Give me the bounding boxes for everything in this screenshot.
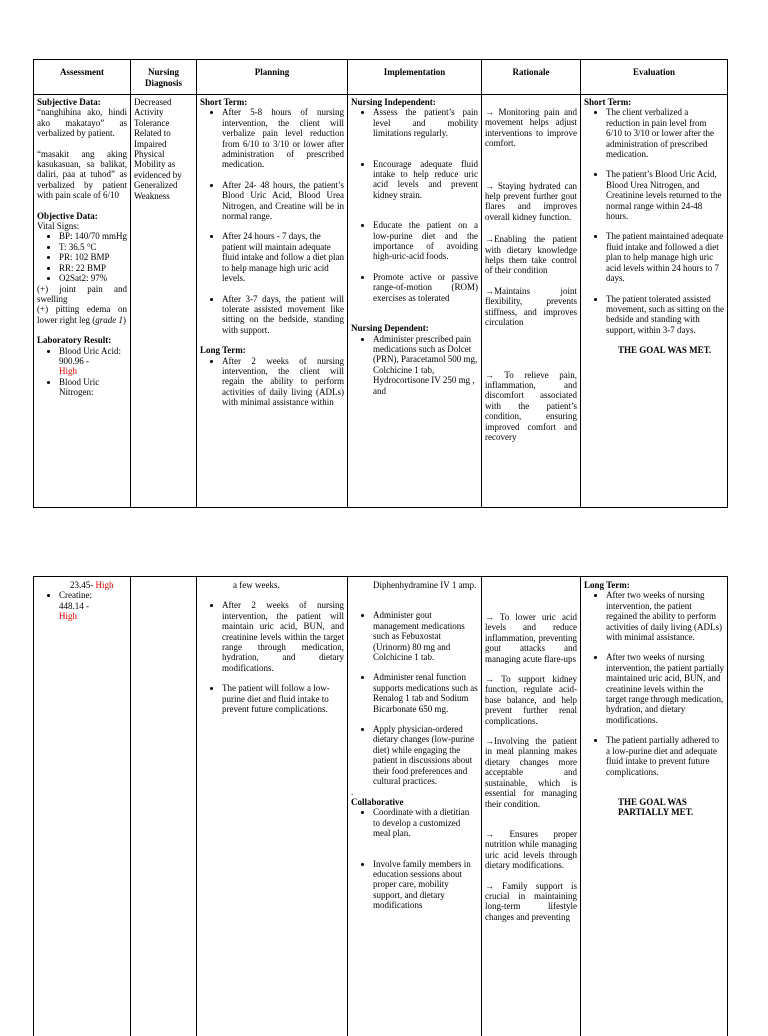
intervention-item: • Encourage adequate fluid intake to help reduce uric acid levels and prevent kidney strain.: [373, 159, 478, 201]
vital-sign-o2sat: • O2Sat2: 97%: [59, 273, 127, 283]
planning-cell-continued: [197, 577, 348, 1036]
subjective-data-title: Subjective Data:: [37, 97, 101, 107]
intervention-item: • Administer renal function supports medications such as Renalog 1 tab and Sodium Bicarbonate 650 mg.: [373, 672, 478, 714]
evaluation-item: • The patient maintained adequate fluid intake and followed a diet plan to help manage high uric acid levels within 24 hours to 7 days.: [606, 231, 724, 283]
assessment-cell-continued: [34, 577, 131, 1036]
nursing-diagnosis-text: Decreased Activity Tolerance Related to Impaired Physical Mobility as evidenced by Generalized Weakness: [134, 97, 182, 201]
evaluation-long-term-title: Long Term:: [584, 580, 630, 590]
rationale-item: → Ensures proper nutrition while managing uric acid levels through dietary modifications.: [485, 828, 577, 871]
header-evaluation: Evaluation: [632, 67, 675, 77]
subjective-statement-2: “masakit ang aking kasukasuan, sa balikat, daliri, paa at tuhod” as verbalized by patient with pain scale of 6/10: [37, 148, 127, 201]
dependent-interventions-list: [351, 334, 478, 396]
evaluation-item: • The client verbalized a reduction in pain level from 6/10 to 3/10 or lower after the administration of prescribed medication.: [606, 107, 724, 159]
intervention-item: • Involve family members in education sessions about proper care, mobility support, and dietary modifications: [373, 859, 478, 911]
planning-cell: [197, 94, 348, 507]
rationale-item: → To support kidney function, regulate acid-base balance, and help prevent further renal complications.: [485, 674, 577, 726]
header-rationale: Rationale: [482, 60, 581, 94]
implementation-cell: [348, 94, 482, 507]
lab-bun-value: 23.45- High: [70, 580, 114, 590]
care-plan-table-page-1: [33, 59, 728, 508]
rationale-item: → To lower uric acid levels and reduce inflammation, preventing gout attacks and managing acute flare-ups: [485, 612, 577, 664]
dependent-interventions-list-continued: [351, 610, 478, 786]
planning-short-term-list: [200, 107, 344, 335]
rationale-item: → Staying hydrated can help prevent further gout flares and improves overall kidney function.: [485, 180, 577, 222]
subjective-statement-1: “nanghihina ako, hindi ako makatayo” as verbalized by patient.: [37, 107, 127, 139]
nursing-independent-title: Nursing Independent:: [351, 97, 436, 107]
planning-short-goal: • After 24 hours - 7 days, the patient will maintain adequate fluid intake and follow a diet plan to help manage high uric acid levels.: [222, 231, 344, 283]
header-assessment: Assessment: [34, 60, 131, 94]
collaborative-interventions-list: [351, 807, 478, 910]
lab-creatine: • Creatine: 448.14 - High: [59, 590, 127, 621]
rationale-cell-continued: [482, 577, 581, 1036]
rationale-item: → To relieve pain, inflammation, and discomfort associated with the patient’s condition, ensuring improved comfort and recovery: [485, 369, 577, 442]
vital-signs-list: [37, 231, 127, 283]
rationale-item: →Maintains joint flexibility, prevents stiffness, and improves circulation: [485, 285, 577, 328]
planning-long-goal-continued: a few weeks.: [233, 580, 280, 590]
intervention-item: • Apply physician-ordered dietary changes (low-purine diet) while engaging the patient in discussions about their food preferences and cultural practices.: [373, 724, 478, 786]
independent-interventions-list: [351, 107, 478, 303]
rationale-item: → Family support is crucial in maintaining long-term lifestyle changes and preventing: [485, 880, 577, 922]
planning-long-term-list-continued: [200, 600, 344, 714]
planning-long-goal: • The patient will follow a low-purine diet and fluid intake to prevent future complications.: [222, 683, 344, 714]
goal-met-statement: THE GOAL WAS MET.: [618, 345, 712, 356]
rationale-item: →Enabling the patient with dietary knowledge helps them take control of their condition: [485, 234, 577, 276]
nursing-dependent-title: Nursing Dependent:: [351, 323, 429, 334]
evaluation-item: • After two weeks of nursing intervention, the patient regained the ability to perform activities of daily living (ADLs) with minimal assistance.: [606, 590, 724, 642]
collaborative-title: Collaborative: [351, 796, 404, 807]
header-implementation: Implementation: [348, 60, 482, 94]
intervention-item: • Educate the patient on a low-purine diet and the importance of avoiding high-uric-acid foods.: [373, 220, 478, 262]
laboratory-result-title: Laboratory Result:: [37, 335, 112, 346]
header-nursing-diagnosis: Nursing Diagnosis: [131, 60, 197, 94]
nursing-diagnosis-cell-continued: [131, 577, 197, 1036]
intervention-item: • Assess the patient’s pain level and mobility limitations regularly.: [373, 107, 478, 138]
planning-short-goal: • After 24- 48 hours, the patient’s Blood Uric Acid, Blood Urea Nitrogen, and Creatine will be in normal range.: [222, 180, 344, 222]
planning-long-term-list: [200, 356, 344, 408]
rationale-item: → Monitoring pain and movement helps adjust interventions to improve comfort.: [485, 107, 577, 149]
vital-signs-label: Vital Signs:: [37, 221, 80, 232]
vital-sign-bp: • BP: 140/70 mmHg: [59, 231, 127, 241]
evaluation-short-term-title: Short Term:: [584, 97, 632, 107]
evaluation-item: • The patient partially adhered to a low-purine diet and adequate fluid intake to prevent future complications.: [606, 735, 724, 777]
lab-blood-uric-nitrogen: • Blood Uric Nitrogen:: [59, 377, 127, 398]
header-planning: Planning: [197, 60, 348, 94]
stray-period: .: [351, 786, 354, 797]
lab-results-list: [37, 346, 127, 398]
nursing-diagnosis-cell: [131, 94, 197, 507]
planning-short-goal: • After 3-7 days, the patient will tolerate assisted movement like sitting on the bedside, standing with support.: [222, 294, 344, 336]
planning-long-term-title: Long Term:: [200, 345, 246, 356]
intervention-item: • Coordinate with a dietitian to develop a customized meal plan.: [373, 807, 478, 838]
table-body-row-continued: [34, 577, 727, 1036]
evaluation-cell: [581, 94, 727, 507]
lab-blood-uric-acid: • Blood Uric Acid: 900.96 - High: [59, 346, 127, 377]
evaluation-cell-continued: [581, 577, 727, 1036]
assessment-cell: [34, 94, 131, 507]
implementation-cell-continued: [348, 577, 482, 1036]
intervention-item: • Administer prescribed pain medications such as Dolcet (PRN), Paracetamol 500 mg, Colchicine 1 tab, Hydrocortisone IV 250 mg , and: [373, 334, 478, 396]
table-body-row: [34, 94, 727, 507]
goal-partially-met-statement: THE GOAL WAS PARTIALLY MET.: [618, 796, 694, 818]
planning-short-goal: • After 5-8 hours of nursing intervention, the client will verbalize pain level reduction from 6/10 to 3/10 or lower after administration of prescribed medication.: [222, 107, 344, 169]
objective-data-title: Objective Data:: [37, 210, 98, 221]
evaluation-long-term-list: [584, 590, 724, 777]
evaluation-item: • After two weeks of nursing intervention, the patient partially maintained uric acid, BUN, and creatinine levels within the target range through medication, hydration, and dietary modifications.: [606, 652, 724, 725]
evaluation-short-term-list: [584, 107, 724, 335]
joint-pain-finding: (+) joint pain and swelling: [37, 283, 127, 304]
planning-long-goal: • After 2 weeks of nursing intervention, the client will regain the ability to perform activities of daily living (ADLs) with minimal assistance within: [222, 356, 344, 408]
vital-sign-temp: • T: 36.5 °C: [59, 242, 127, 252]
planning-long-goal: • After 2 weeks of nursing intervention, the patient will maintain uric acid, BUN, and creatinine levels within the target range through medication, hydration, and dietary modifications.: [222, 600, 344, 673]
vital-sign-pr: • PR: 102 BMP: [59, 252, 127, 262]
table-header-row: [34, 60, 727, 95]
planning-short-term-title: Short Term:: [200, 97, 248, 107]
rationale-item: →Involving the patient in meal planning makes dietary changes more acceptable and sustainable, which is essential for managing their condition.: [485, 736, 577, 809]
intervention-item: • Administer gout management medications such as Febuxostat (Urinorm) 80 mg and Colchicine 1 tab.: [373, 610, 478, 662]
lab-results-list-continued: [37, 590, 127, 621]
dependent-intervention-continued: Diphenhydramine IV 1 amp.: [373, 580, 477, 590]
vital-sign-rr: • RR: 22 BMP: [59, 263, 127, 273]
edema-finding: (+) pitting edema on lower right leg (grade 1): [37, 304, 127, 325]
care-plan-table-page-2: [33, 576, 728, 1036]
evaluation-item: • The patient tolerated assisted movement, such as sitting on the bedside and standing with support, within 3-7 days.: [606, 294, 724, 336]
evaluation-item: • The patient’s Blood Uric Acid, Blood Urea Nitrogen, and Creatinine levels returned to the normal range within 24-48 hours.: [606, 169, 724, 221]
intervention-item: • Promote active or passive range-of-motion (ROM) exercises as tolerated: [373, 272, 478, 303]
high-flag: High: [59, 366, 77, 377]
rationale-cell: [482, 94, 581, 507]
